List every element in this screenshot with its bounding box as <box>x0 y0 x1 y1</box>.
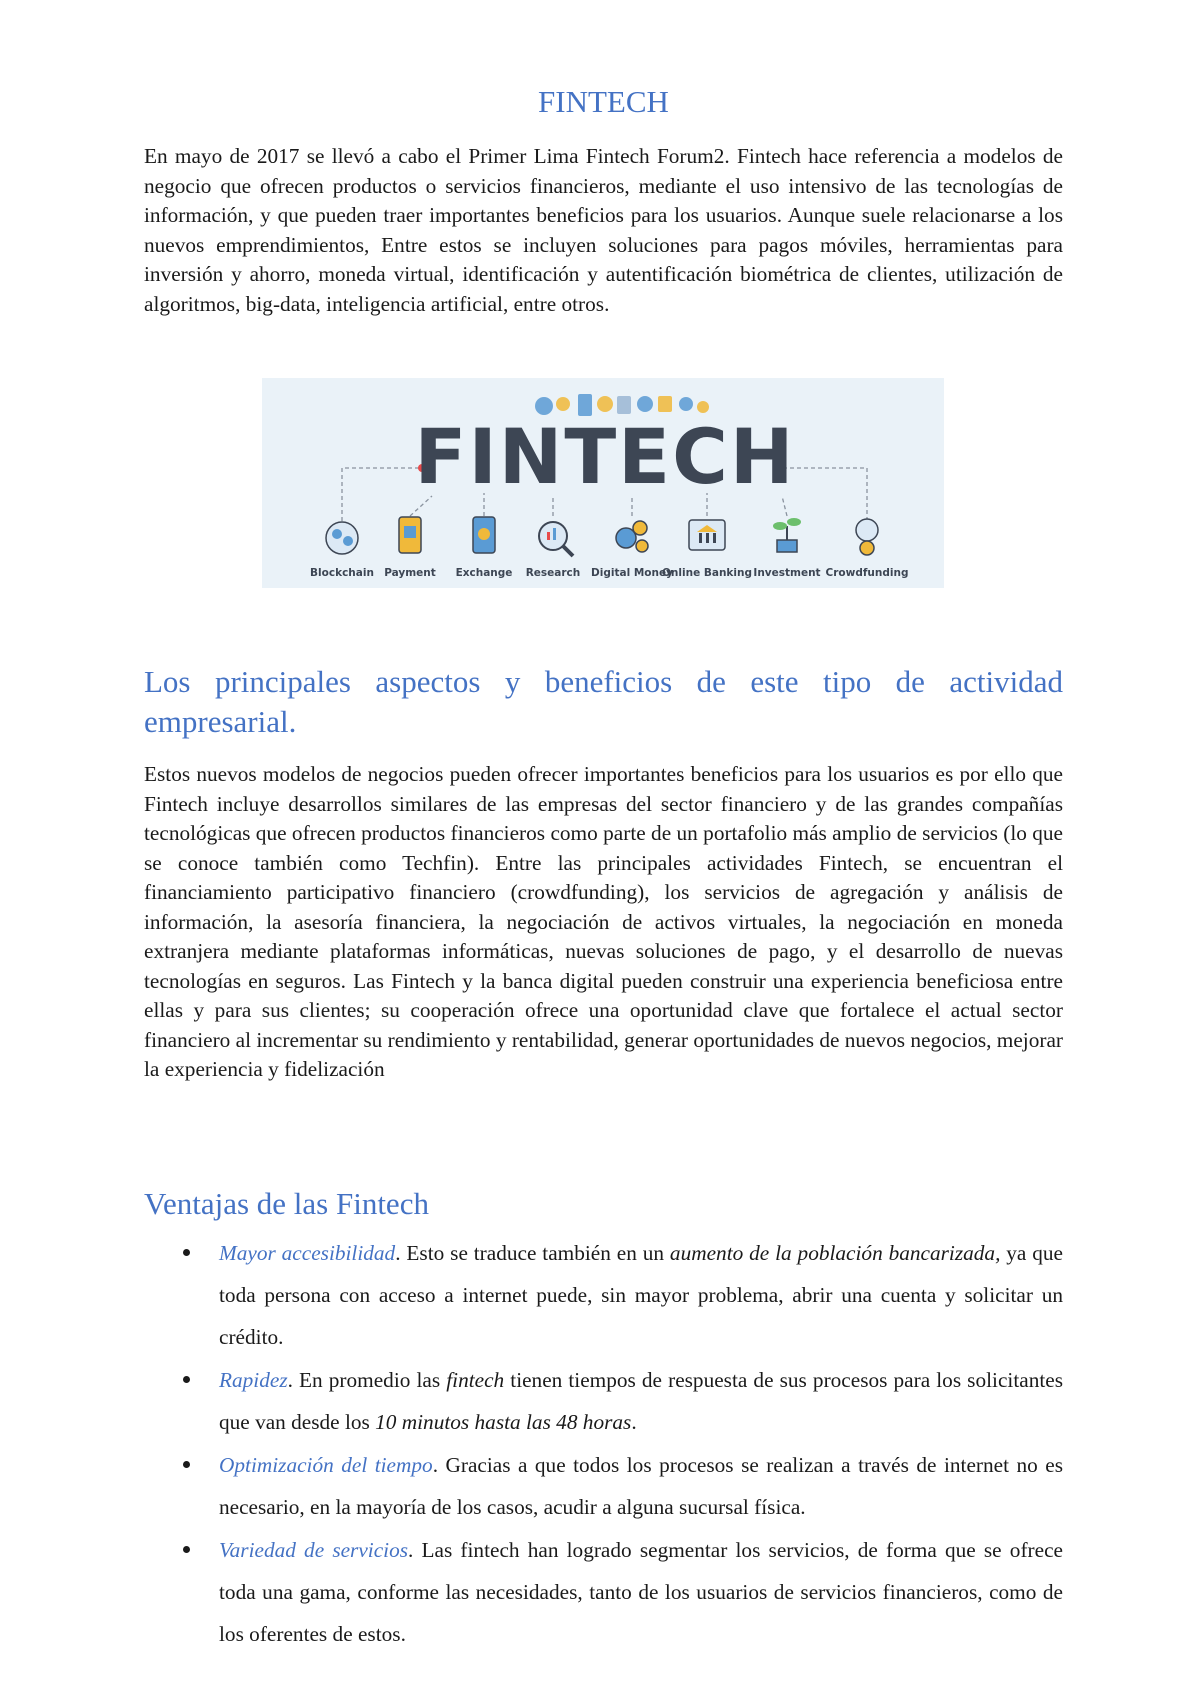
figure-label-investment: Investment <box>753 567 821 579</box>
item-lead: Rapidez <box>219 1368 288 1392</box>
section-heading-aspects: Los principales aspectos y beneficios de este tipo de actividad empresarial. <box>144 664 1063 739</box>
item-text: . Gracias a que todos los procesos se realizan a través de internet no es necesario, en la mayoría de los casos, acudir a alguna sucursal física. <box>219 1453 1063 1519</box>
item-lead: Optimización del tiempo <box>219 1453 433 1477</box>
blockchain-icon <box>326 522 358 554</box>
fintech-figure <box>262 378 944 588</box>
bullet-icon <box>183 1376 190 1383</box>
item-lead: Variedad de servicios <box>219 1538 409 1562</box>
bullet-icon <box>183 1461 190 1468</box>
intro-paragraph: En mayo de 2017 se llevó a cabo el Primer Lima Fintech Forum2. Fintech hace referencia a modelos de negocio que ofrecen productos o servicios financieros, mediante el uso intensivo de las tecnologías de información, y que pueden traer importantes beneficios para los usuarios. Aunque suele relacionarse a los nuevos emprendimientos, Entre estos se incluyen soluciones para pagos móviles, herramientas para inversión y ahorro, moneda virtual, identificación y autentificación biométrica de clientes, utilización de algoritmos, big-data, inteligencia artificial, entre otros. <box>144 144 1063 316</box>
online-banking-icon <box>689 520 725 550</box>
item-lead: Mayor accesibilidad <box>219 1241 396 1265</box>
section-heading-ventajas: Ventajas de las Fintech <box>144 1186 429 1221</box>
item-text: . <box>631 1410 637 1434</box>
item-emphasis: aumento de la población bancarizada, <box>669 1241 1001 1265</box>
investment-icon <box>773 518 801 552</box>
payment-icon <box>399 517 421 553</box>
bullet-icon <box>183 1546 190 1553</box>
list-item <box>144 1529 1063 1655</box>
crowdfunding-icon <box>856 519 878 555</box>
bullet-icon <box>183 1249 190 1256</box>
item-emphasis: fintech <box>446 1368 505 1392</box>
item-text: . Esto se traduce también en un <box>395 1241 670 1265</box>
research-icon <box>539 522 573 556</box>
exchange-icon <box>473 517 495 553</box>
digital-money-icon <box>616 521 648 552</box>
document-title: FINTECH <box>538 84 669 119</box>
item-text: . Las fintech han logrado segmentar los servicios, de forma que se ofrece toda una gama, conforme las necesidades, tanto de los usuarios de servicios financieros, como de los oferentes de estos. <box>219 1538 1063 1646</box>
figure-label-blockchain: Blockchain <box>310 567 374 579</box>
item-text: . En promedio las <box>287 1368 447 1392</box>
list-item <box>144 1444 1063 1528</box>
figure-label-digital-money: Digital Money <box>591 567 673 579</box>
list-item <box>144 1359 1063 1443</box>
item-emphasis: 10 minutos hasta las 48 horas <box>375 1410 632 1434</box>
figure-heading: FINTECH <box>414 412 796 501</box>
list-item <box>144 1232 1063 1358</box>
item-text: ya que toda persona con acceso a internet puede, sin mayor problema, abrir una cuenta y solicitar un crédito. <box>219 1241 1064 1349</box>
item-text: tienen tiempos de respuesta de sus procesos para los solicitantes que van desde los <box>219 1368 1064 1434</box>
figure-label-exchange: Exchange <box>455 567 513 579</box>
benefits-paragraph: Estos nuevos modelos de negocios pueden ofrecer importantes beneficios para los usuarios es por ello que Fintech incluye desarrollos similares de las empresas del sector financiero y de las grandes compañías tecnológicas que ofrecen productos financieros como parte de un portafolio más amplio de servicios (lo que se conoce también como Techfin). Entre las principales actividades Fintech, se encuentran el financiamiento participativo financiero (crowdfunding), los servicios de agregación y análisis de información, la asesoría financiera, la negociación de activos virtuales, la negociación en moneda extranjera mediante plataformas informáticas, nuevas soluciones de pago, y el desarrollo de nuevas tecnologías en seguros. Las Fintech y la banca digital pueden construir una experiencia beneficiosa entre ellas y para sus clientes; su cooperación ofrece una oportunidad clave que fortalece el actual sector financiero al incrementar su rendimiento y rentabilidad, generar oportunidades de nuevos negocios, mejorar la experiencia y fidelización <box>144 762 1063 1081</box>
figure-label-payment: Payment <box>384 567 436 579</box>
figure-label-research: Research <box>525 567 581 579</box>
figure-label-online-banking: Online Banking <box>662 567 752 579</box>
figure-label-crowdfunding: Crowdfunding <box>825 567 909 579</box>
advantages-list <box>144 1232 1063 1656</box>
